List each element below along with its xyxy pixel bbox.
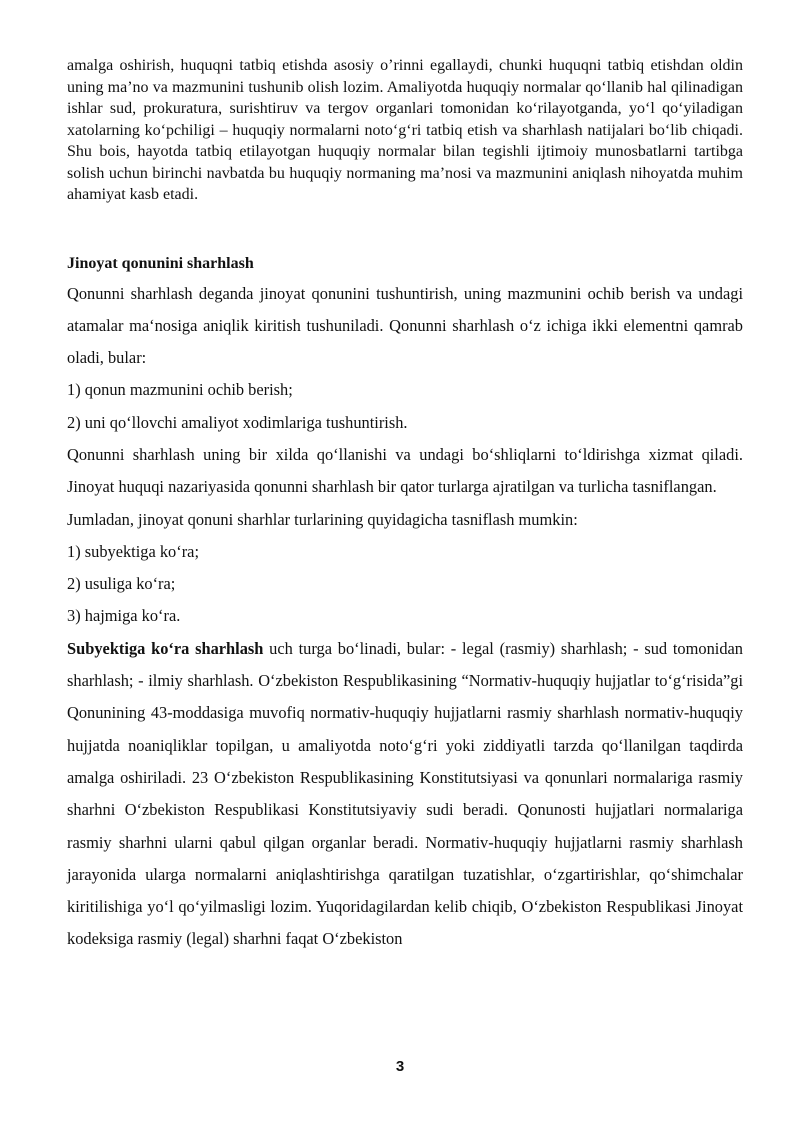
list-item: 1) qonun mazmunini ochib berish;	[67, 380, 293, 400]
classification-intro: Jumladan, jinoyat qonuni sharhlar turlarining quyidagicha tasniflash mumkin:	[67, 509, 578, 529]
definition-paragraph: Qonunni sharhlash deganda jinoyat qonunini tushuntirish, uning mazmunini ochib berish va undagi atamalar ma‘nosiga aniqlik kiritish tushuniladi. Qonunni sharhlash o‘z ichiga ikki elementni qamrab oladi, bular:	[67, 283, 743, 368]
document-page	[67, 55, 743, 956]
subject-paragraph-term: Subyektiga ko‘ra sharhlash	[67, 638, 264, 658]
intro-paragraph: amalga oshirish, huquqni tatbiq etishda asosiy o’rinni egallaydi, chunki huquqni tatbiq etishdan oldin uning ma’no va mazmunini tushunib olish lozim. Amaliyotda huquqiy normalar qo‘llanib hal qilinadigan ishlar sud, prokuratura, surishtiruv va tergov organlari tomonidan ko‘rilayotganda, yo‘l qo‘yiladigan xatolarning ko‘pchiligi – huquqiy normalarni noto‘g‘ri tatbiq etish va sharhlash natijalari bo‘lib chiqadi. Shu bois, hayotda tatbiq etilayotgan huquqiy normalar bilan tegishli ijtimoiy munosbatlarni tartibga solish uchun birinchi navbatda bu huquqiy normaning ma’nosi va mazmunini aniqlash nihoyatda muhim ahamiyat kasb etadi.	[67, 57, 743, 203]
subject-paragraph-text: uch turga bo‘linadi, bular: - legal (rasmiy) sharhlash; - sud tomonidan sharhlash; - ilmiy sharhlash. O‘zbekiston Respublikasining “Normativ-huquqiy hujjatlar to‘g‘risida”gi Qonunining 43-moddasiga muvofiq normativ-huquqiy hujjatlarni rasmiy sharhlash normativ-huquqiy hujjatda noaniqliklar topilgan, u amaliyotda noto‘g‘ri yoki ziddiyatli tarzda qo‘llanilgan taqdirda amalga oshiriladi. 23 O‘zbekiston Respublikasining Konstitutsiyasi va qonunlari normalariga rasmiy sharhni O‘zbekiston Respublikasi Konstitutsiyaviy sudi beradi. Qonunosti hujjatlari normalariga rasmiy sharhni ularni qabul qilgan organlar beradi. Normativ-huquqiy hujjatlarni rasmiy sharhlash jarayonida ularga normalarni aniqlashtirishga qaratilgan tuzatishlar, o‘zgartirishlar, qo‘shimchalar kiritilishiga yo‘l qo‘yilmasligi lozim. Yuqoridagilardan kelib chiqib, O‘zbekiston Respublikasi Jinoyat kodeksiga rasmiy (legal) sharhni faqat O‘zbekiston	[67, 638, 743, 949]
list-item: 2) uni qo‘llovchi amaliyot xodimlariga tushuntirish.	[67, 412, 408, 432]
section-heading: Jinoyat qonunini sharhlash	[67, 254, 254, 272]
list-item: 3) hajmiga ko‘ra.	[67, 606, 181, 626]
list-item: 1) subyektiga ko‘ra;	[67, 541, 199, 561]
subject-paragraph	[67, 633, 743, 956]
purpose-paragraph: Qonunni sharhlash uning bir xilda qo‘llanishi va undagi bo‘shliqlarni to‘ldirishga xizmat qiladi. Jinoyat huquqi nazariyasida qonunni sharhlash bir qator turlarga ajratilgan va turlicha tasniflangan.	[67, 444, 743, 497]
list-item: 2) usuliga ko‘ra;	[67, 574, 176, 594]
page-number: 3	[395, 1058, 405, 1075]
